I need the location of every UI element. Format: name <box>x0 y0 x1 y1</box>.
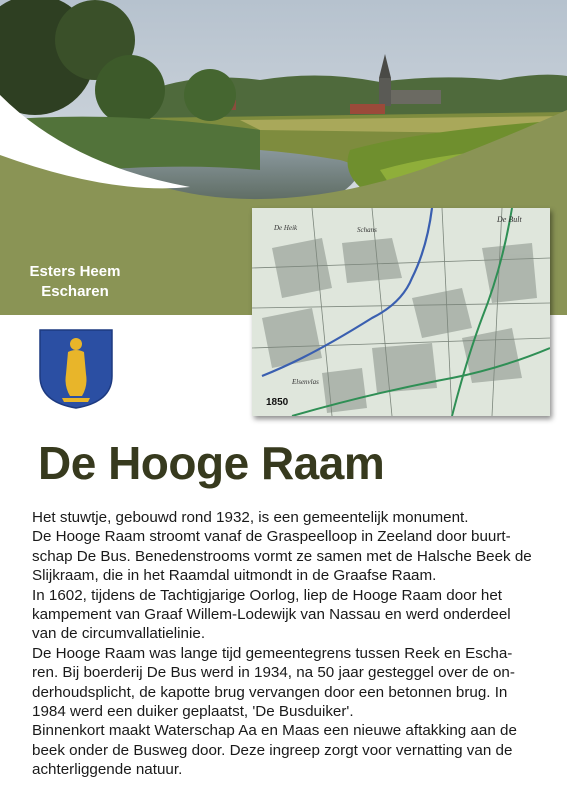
organization-name <box>0 262 150 302</box>
map-label-elsenvlas: Elsenvlas <box>292 378 319 386</box>
body-line: beek onder de Busweg door. Deze ingreep zorgt voor vernatting van de <box>32 741 513 759</box>
map-label-de-heik: De Heik <box>274 224 298 232</box>
body-line: van de circumvallatielinie. <box>32 625 206 643</box>
body-line: ren. Bij boerderij De Bus werd in 1934, na 50 jaar gesteggel over de on- <box>32 664 515 682</box>
organization-line-2: Escharen <box>41 283 109 300</box>
header-wave <box>0 95 567 225</box>
body-line: In 1602, tijdens de Tachtigjarige Oorlog, liep de Hooge Raam door het <box>32 586 502 604</box>
historic-map <box>252 208 550 416</box>
body-line: Binnenkort maakt Waterschap Aa en Maas een nieuwe aftakking aan de <box>32 722 517 740</box>
body-line: schap De Bus. Benedenstrooms vormt ze samen met de Halsche Beek de <box>32 547 532 565</box>
coat-of-arms-icon <box>38 328 114 410</box>
map-year: 1850 <box>266 397 289 408</box>
body-line: De Hooge Raam stroomt vanaf de Graspeelloop in Zeeland door buurt- <box>32 528 511 546</box>
page-title: De Hooge Raam <box>38 437 385 489</box>
body-text <box>32 508 540 780</box>
body-line: De Hooge Raam was lange tijd gemeentegrens tussen Reek en Escha- <box>32 644 513 662</box>
body-line: kampement van Graaf Willem-Lodewijk van Nassau en werd onderdeel <box>32 606 511 624</box>
map-label-schans: Schans <box>357 226 377 234</box>
body-line: derhoudsplicht, de kapotte brug vervangen door een betonnen brug. In <box>32 683 508 701</box>
body-line: achterliggende natuur. <box>32 761 183 779</box>
body-line: 1984 werd een duiker geplaatst, 'De Busduiker'. <box>32 703 354 721</box>
body-line: Slijkraam, die in het Raamdal uitmondt in de Graafse Raam. <box>32 567 437 585</box>
map-label-de-bult: De Bult <box>497 215 522 224</box>
body-line: Het stuwtje, gebouwd rond 1932, is een gemeentelijk monument. <box>32 509 469 526</box>
organization-line-1: Esters Heem <box>29 263 121 280</box>
